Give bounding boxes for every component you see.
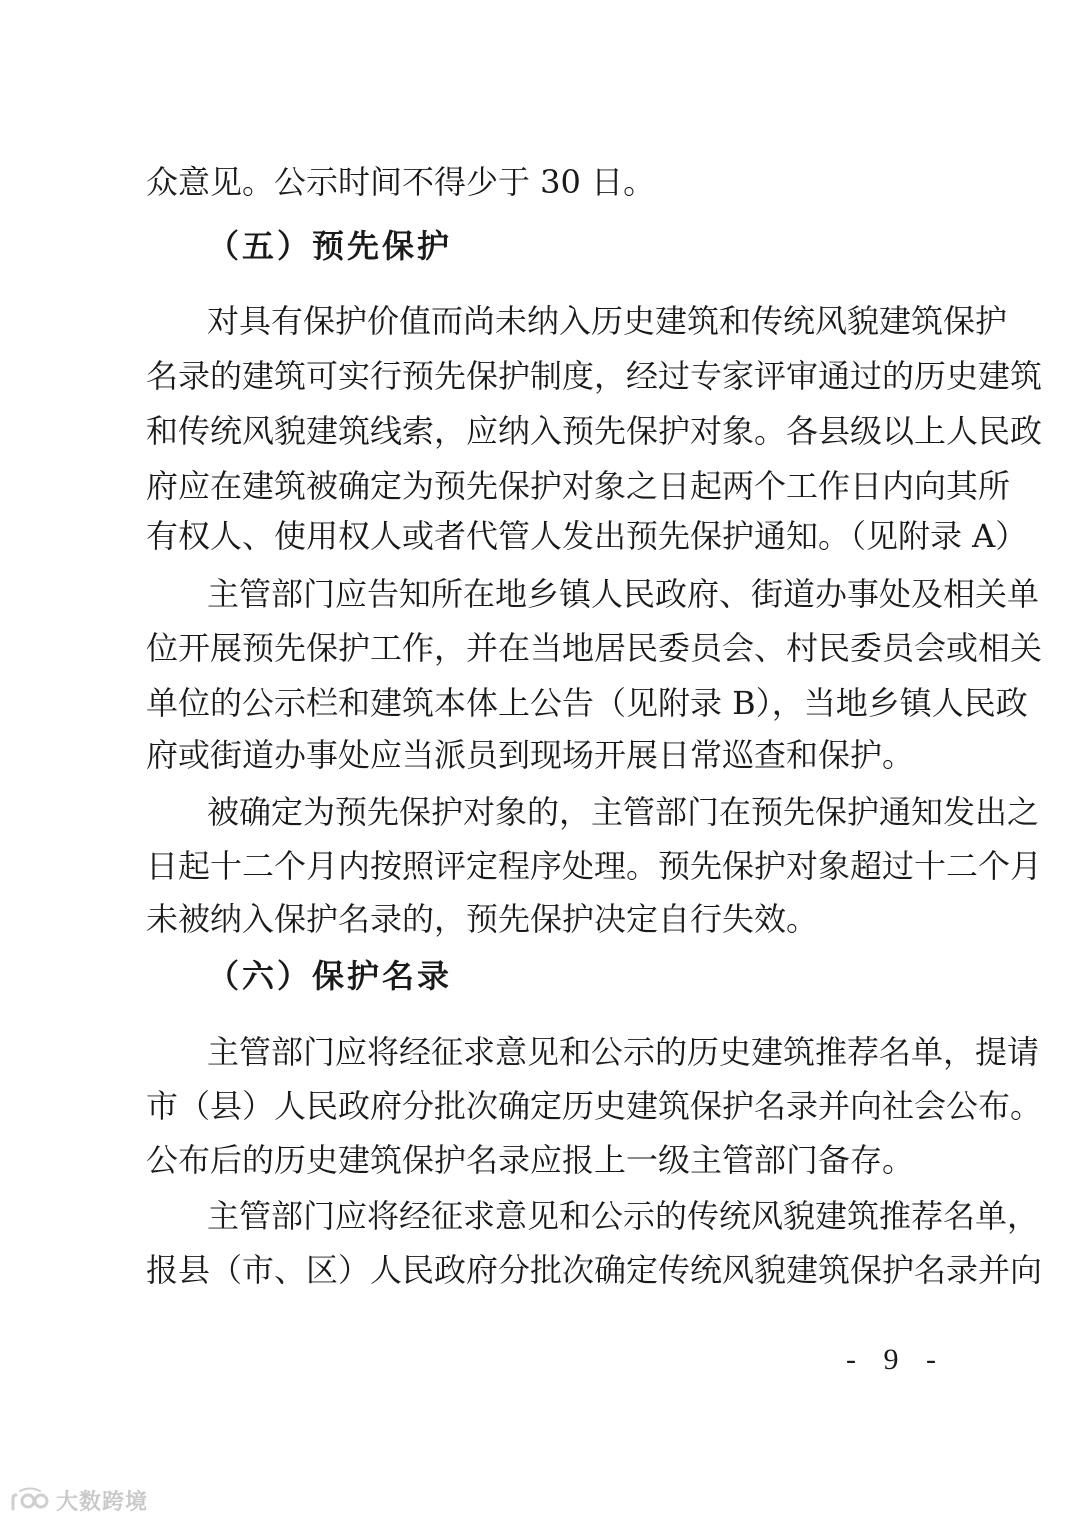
- page-number: - 9 -: [846, 1343, 946, 1376]
- paragraph-line: 公布后的历史建筑保护名录应报上一级主管部门备存。: [146, 1141, 915, 1179]
- paragraph-line: 未被纳入保护名录的，预先保护决定自行失效。: [146, 900, 819, 938]
- paragraph-line: 日起十二个月内按照评定程序处理。预先保护对象超过十二个月: [146, 847, 1043, 885]
- paragraph-line: 主管部门应将经征求意见和公示的历史建筑推荐名单，提请: [207, 1033, 1040, 1071]
- paragraph-line: 主管部门应告知所在地乡镇人民政府、街道办事处及相关单: [207, 575, 1040, 613]
- paragraph-line: 名录的建筑可实行预先保护制度，经过专家评审通过的历史建筑: [146, 357, 1043, 395]
- paragraph-line: 市（县）人民政府分批次确定历史建筑保护名录并向社会公布。: [146, 1087, 1043, 1125]
- paragraph-line: 府或街道办事处应当派员到现场开展日常巡查和保护。: [146, 736, 915, 774]
- paragraph-line: 单位的公示栏和建筑本体上公告（见附录 B），当地乡镇人民政: [146, 684, 1028, 722]
- paragraph-line: 被确定为预先保护对象的，主管部门在预先保护通知发出之: [207, 793, 1040, 831]
- paragraph-line: 有权人、使用权人或者代管人发出预先保护通知。（见附录 A）: [146, 517, 1028, 555]
- watermark-text: 大数跨境: [56, 1489, 149, 1515]
- paragraph-line: 主管部门应将经征求意见和公示的传统风貌建筑推荐名单，: [207, 1197, 1040, 1235]
- paragraph-line: 位开展预先保护工作，并在当地居民委员会、村民委员会或相关: [146, 629, 1043, 667]
- watermark: [10, 1483, 148, 1517]
- paragraph-line: 众意见。公示时间不得少于 30 日。: [146, 163, 656, 201]
- paragraph-line: 报县（市、区）人民政府分批次确定传统风貌建筑保护名录并向: [146, 1251, 1043, 1289]
- paragraph-line: 对具有保护价值而尚未纳入历史建筑和传统风貌建筑保护: [207, 302, 1008, 340]
- paragraph-line: 府应在建筑被确定为预先保护对象之日起两个工作日内向其所: [146, 467, 1011, 505]
- section-heading-5: （五）预先保护: [207, 227, 453, 265]
- dashuju-logo-icon: [10, 1487, 50, 1513]
- section-heading-6: （六）保护名录: [207, 957, 453, 995]
- paragraph-line: 和传统风貌建筑线索，应纳入预先保护对象。各县级以上人民政: [146, 412, 1043, 450]
